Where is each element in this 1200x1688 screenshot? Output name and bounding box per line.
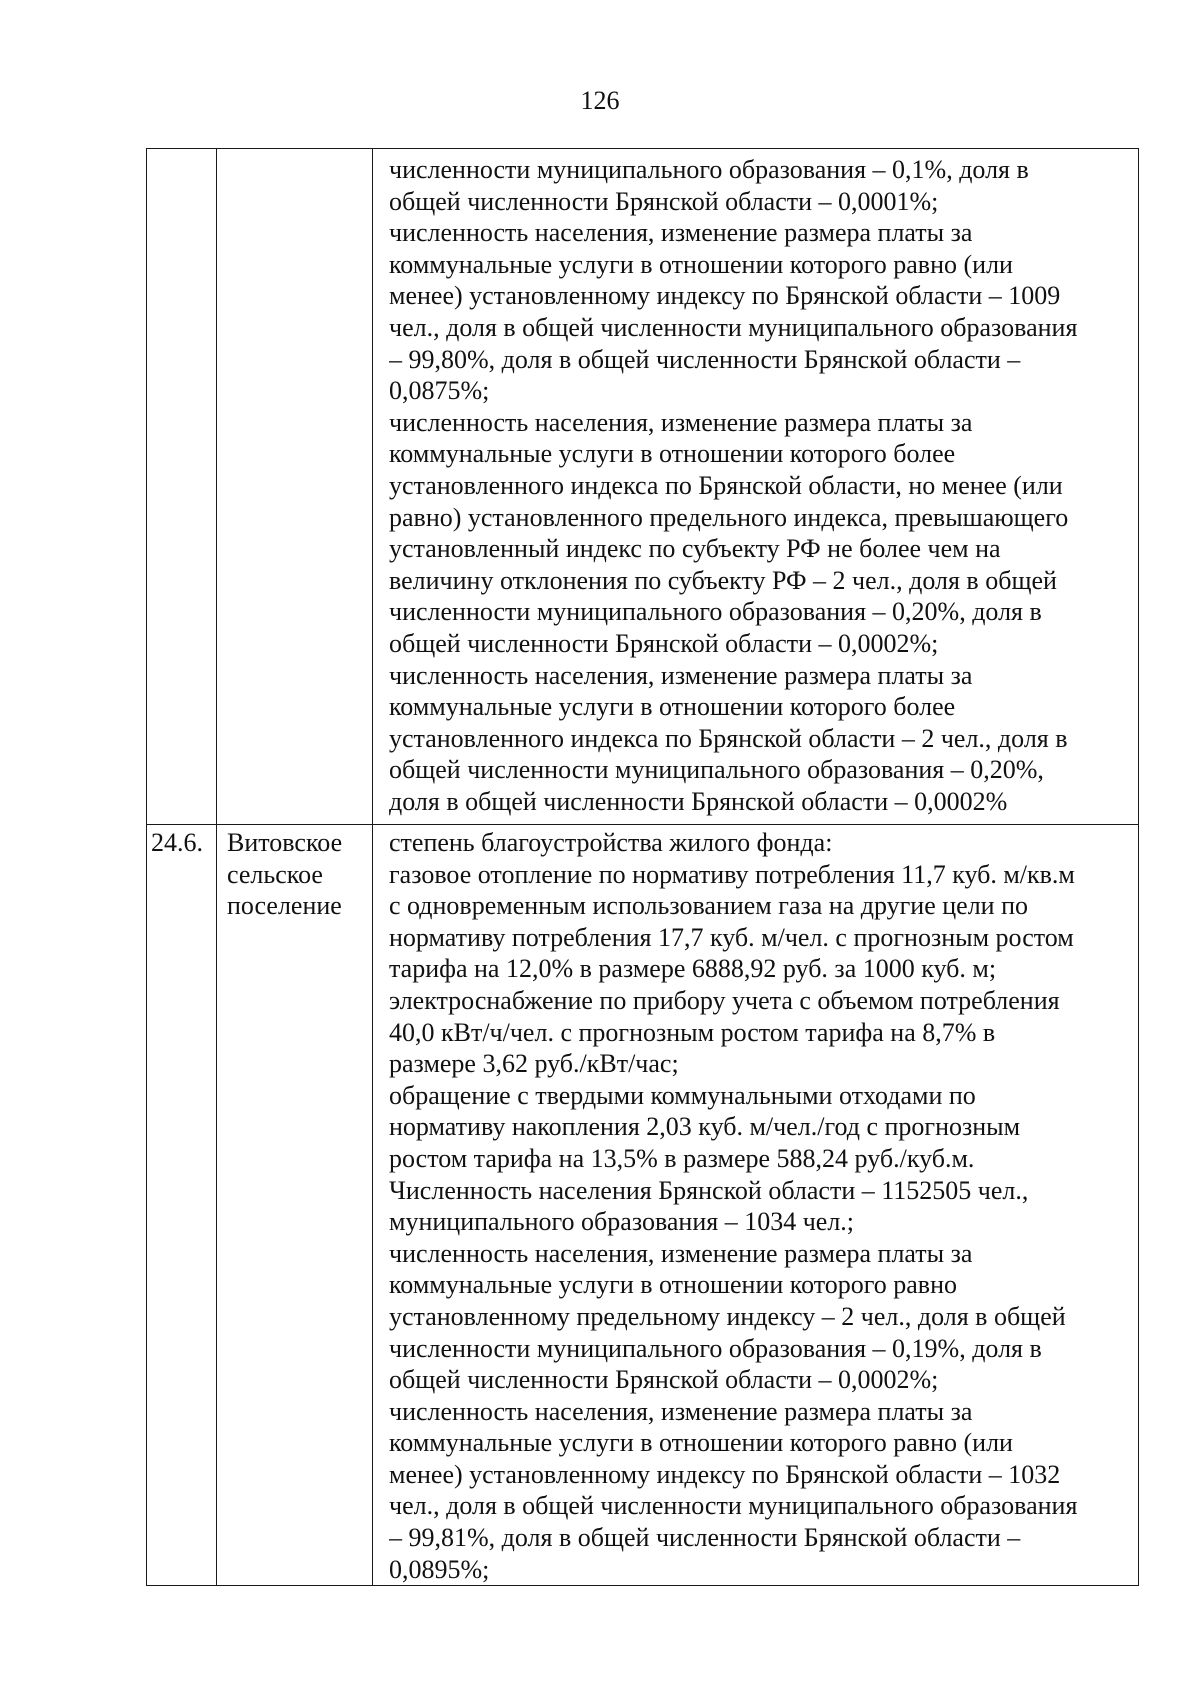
description-line: менее) установленному индексу по Брянской области – 1032 [389,1459,1061,1489]
description-line: коммунальные услуги в отношении которого равно [389,1270,958,1300]
description-line: ростом тарифа на 13,5% в размере 588,24 руб./куб.м. [389,1143,975,1173]
description-line: чел., доля в общей численности муниципального образования [389,312,1078,342]
description-line: установленного индекса по Брянской области, но менее (или [389,470,1063,500]
settlement-name-line: поселение [227,891,342,921]
description-line: обращение с твердыми коммунальными отходами по [389,1080,976,1110]
description-line: численность населения, изменение размера платы за [389,660,973,690]
document-table [146,148,1139,1586]
description-line: коммунальные услуги в отношении которого более [389,692,956,722]
description-line: установленный индекс по субъекту РФ не более чем на [389,534,1001,564]
description-line: общей численности муниципального образования – 0,20%, [389,755,1044,785]
description-line: установленному предельному индексу – 2 чел., доля в общей [389,1301,1066,1331]
row-number-cell [147,149,217,825]
page-number: 126 [580,86,620,115]
description-line: нормативу накопления 2,03 куб. м/чел./год с прогнозным [389,1112,1021,1142]
description-cell [373,149,1139,825]
description-line: 40,0 кВт/ч/чел. с прогнозным ростом тарифа на 8,7% в [389,1017,996,1047]
description-line: с одновременным использованием газа на другие цели по [389,891,1028,921]
description-line: численности муниципального образования – 0,19%, доля в [389,1333,1042,1363]
description-line: коммунальные услуги в отношении которого равно (или [389,1428,1013,1458]
description-line: размере 3,62 руб./кВт/час; [389,1049,679,1079]
description-line: коммунальные услуги в отношении которого равно (или [389,249,1013,279]
description-line: установленного индекса по Брянской области – 2 чел., доля в [389,723,1068,753]
description-line: численность населения, изменение размера платы за [389,1396,973,1426]
description-line: численность населения, изменение размера платы за [389,407,973,437]
description-line: тарифа на 12,0% в размере 6888,92 руб. за 1000 куб. м; [389,954,997,984]
description-line: численности муниципального образования – 0,20%, доля в [389,597,1042,627]
description-line: – 99,80%, доля в общей численности Брянской области – [389,344,1021,374]
description-line: численность населения, изменение размера платы за [389,218,973,248]
description-line: степень благоустройства жилого фонда: [389,828,833,857]
description-line: менее) установленному индексу по Брянской области – 1009 [389,281,1061,311]
description-line: чел., доля в общей численности муниципального образования [389,1491,1078,1521]
description-line: – 99,81%, доля в общей численности Брянской области – [389,1523,1021,1553]
settlement-name-cell [217,825,373,1586]
description-cell [373,825,1139,1586]
description-line: численность населения, изменение размера платы за [389,1238,973,1268]
description-line: общей численности Брянской области – 0,0002%; [389,1365,939,1395]
description-line: численности муниципального образования – 0,1%, доля в [389,155,1029,184]
description-line: общей численности Брянской области – 0,0002%; [389,628,939,658]
description-line: нормативу потребления 17,7 куб. м/чел. с прогнозным ростом [389,922,1074,952]
row-number-cell: 24.6. [147,825,217,1586]
table-row [147,149,1139,825]
description-line: 0,0895%; [389,1554,490,1584]
settlement-name-line: Витовское [227,828,343,857]
description-line: Численность населения Брянской области – 1152505 чел., [389,1175,1029,1205]
description-line: коммунальные услуги в отношении которого более [389,439,956,469]
description-line: газовое отопление по нормативу потребления 11,7 куб. м/кв.м [389,859,1075,889]
description-line: равно) установленного предельного индекса, превышающего [389,502,1069,532]
description-line: электроснабжение по прибору учета с объемом потребления [389,985,1060,1015]
settlement-name-cell [217,149,373,825]
settlement-name-line: сельское [227,859,323,889]
description-line: муниципального образования – 1034 чел.; [389,1207,855,1237]
description-line: доля в общей численности Брянской области – 0,0002% [389,786,1008,816]
description-line: величину отклонения по субъекту РФ – 2 чел., доля в общей [389,565,1057,595]
description-line: 0,0875%; [389,376,490,406]
table-row [147,825,1139,1586]
description-line: общей численности Брянской области – 0,0001%; [389,186,939,216]
